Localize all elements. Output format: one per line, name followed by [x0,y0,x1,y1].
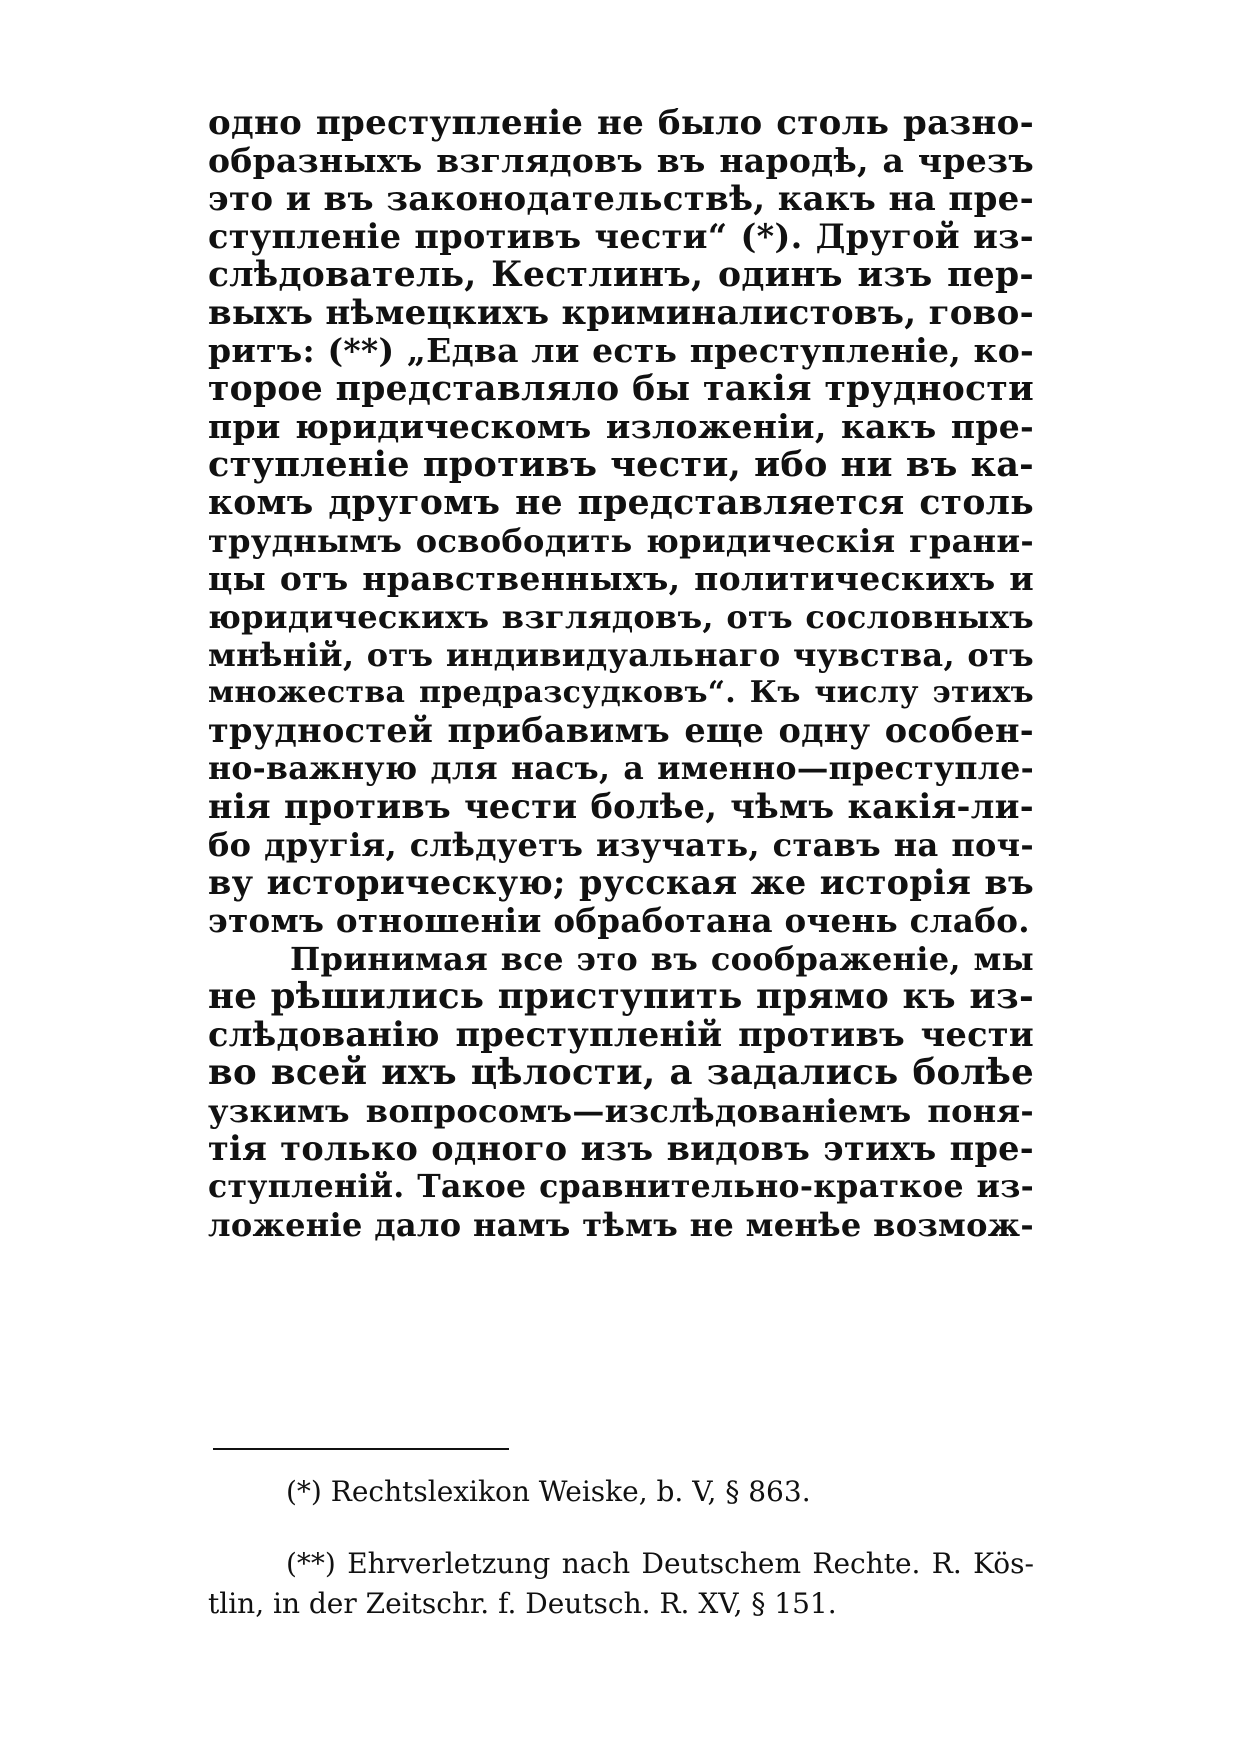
footnote-spacer [208,1512,1034,1544]
text-line: при юридическомъ изложеніи, какъ пре- [208,407,1034,446]
text-line: слѣдованію преступленій противъ чести [208,1015,1034,1054]
text-line: образныхъ взглядовъ въ народѣ, а чрезъ [208,141,1034,180]
text-line: мнѣній, отъ индивидуальнаго чувства, отъ [208,636,1034,674]
footnote-divider [213,1448,509,1450]
text-line: но-важную для насъ, а именно—преступле- [208,750,1034,787]
text-line: нія противъ чести болѣе, чѣмъ какія-ли- [208,787,1034,826]
text-line: комъ другомъ не представляется столь [208,483,1034,523]
text-line: выхъ нѣмецкихъ криминалистовъ, гово- [208,293,1034,333]
footnote-2-line-1: (**) Ehrverletzung nach Deutschem Rechte. R. Kös- [286,1547,1034,1580]
text-line: цы отъ нравственныхъ, политическихъ и [208,559,1034,598]
text-line: не рѣшились приступить прямо къ из- [208,976,1034,1017]
text-line: трудностей прибавимъ еще одну особен- [208,711,1034,750]
text-line: ступленіе противъ чести“ (*). Другой из- [208,217,1034,256]
text-line: слѣдователь, Кестлинъ, одинъ изъ пер- [208,255,1034,295]
paragraph-start-line: Принимая все это въ соображеніе, мы [290,940,1034,978]
text-line: одно преступленіе не было столь разно- [208,103,1034,143]
text-line: во всей ихъ цѣлости, а задались болѣе [208,1052,1034,1093]
footnote-2-line-2: tlin, in der Zeitschr. f. Deutsch. R. XV, § 151. [208,1587,837,1620]
text-line: это и въ законодательствѣ, какъ на пре- [208,179,1034,219]
footnote-1: (*) Rechtslexikon Weiske, b. V, § 863. [286,1475,811,1508]
text-line: узкимъ вопросомъ—изслѣдованіемъ поня- [208,1092,1034,1130]
text-line: тія только одного изъ видовъ этихъ пре- [208,1129,1034,1168]
text-line: ву историческую; русская же исторія въ [208,863,1034,902]
text-line: ритъ: (**) „Едва ли есть преступленіе, ко- [208,331,1034,370]
text-line: торое представляло бы такія трудности [208,369,1034,409]
text-line: ложеніе дало намъ тѣмъ не менѣе возмож- [208,1206,1034,1244]
main-text-block [208,104,1034,1244]
text-line: ступленіе противъ чести, ибо ни въ ка- [208,444,1034,485]
text-line: этомъ отношеніи обработана очень слабо. [208,901,1030,940]
text-line: множества предразсудковъ“. Къ числу этихъ [208,675,1034,710]
text-line: труднымъ освободить юридическія грани- [208,522,1034,560]
text-line: юридическихъ взглядовъ, отъ сословныхъ [208,598,1034,636]
text-line: ступленій. Такое сравнительно-краткое из- [208,1168,1034,1205]
footnotes [208,1472,1034,1624]
text-line: бо другія, слѣдуетъ изучать, ставъ на поч- [208,826,1034,864]
